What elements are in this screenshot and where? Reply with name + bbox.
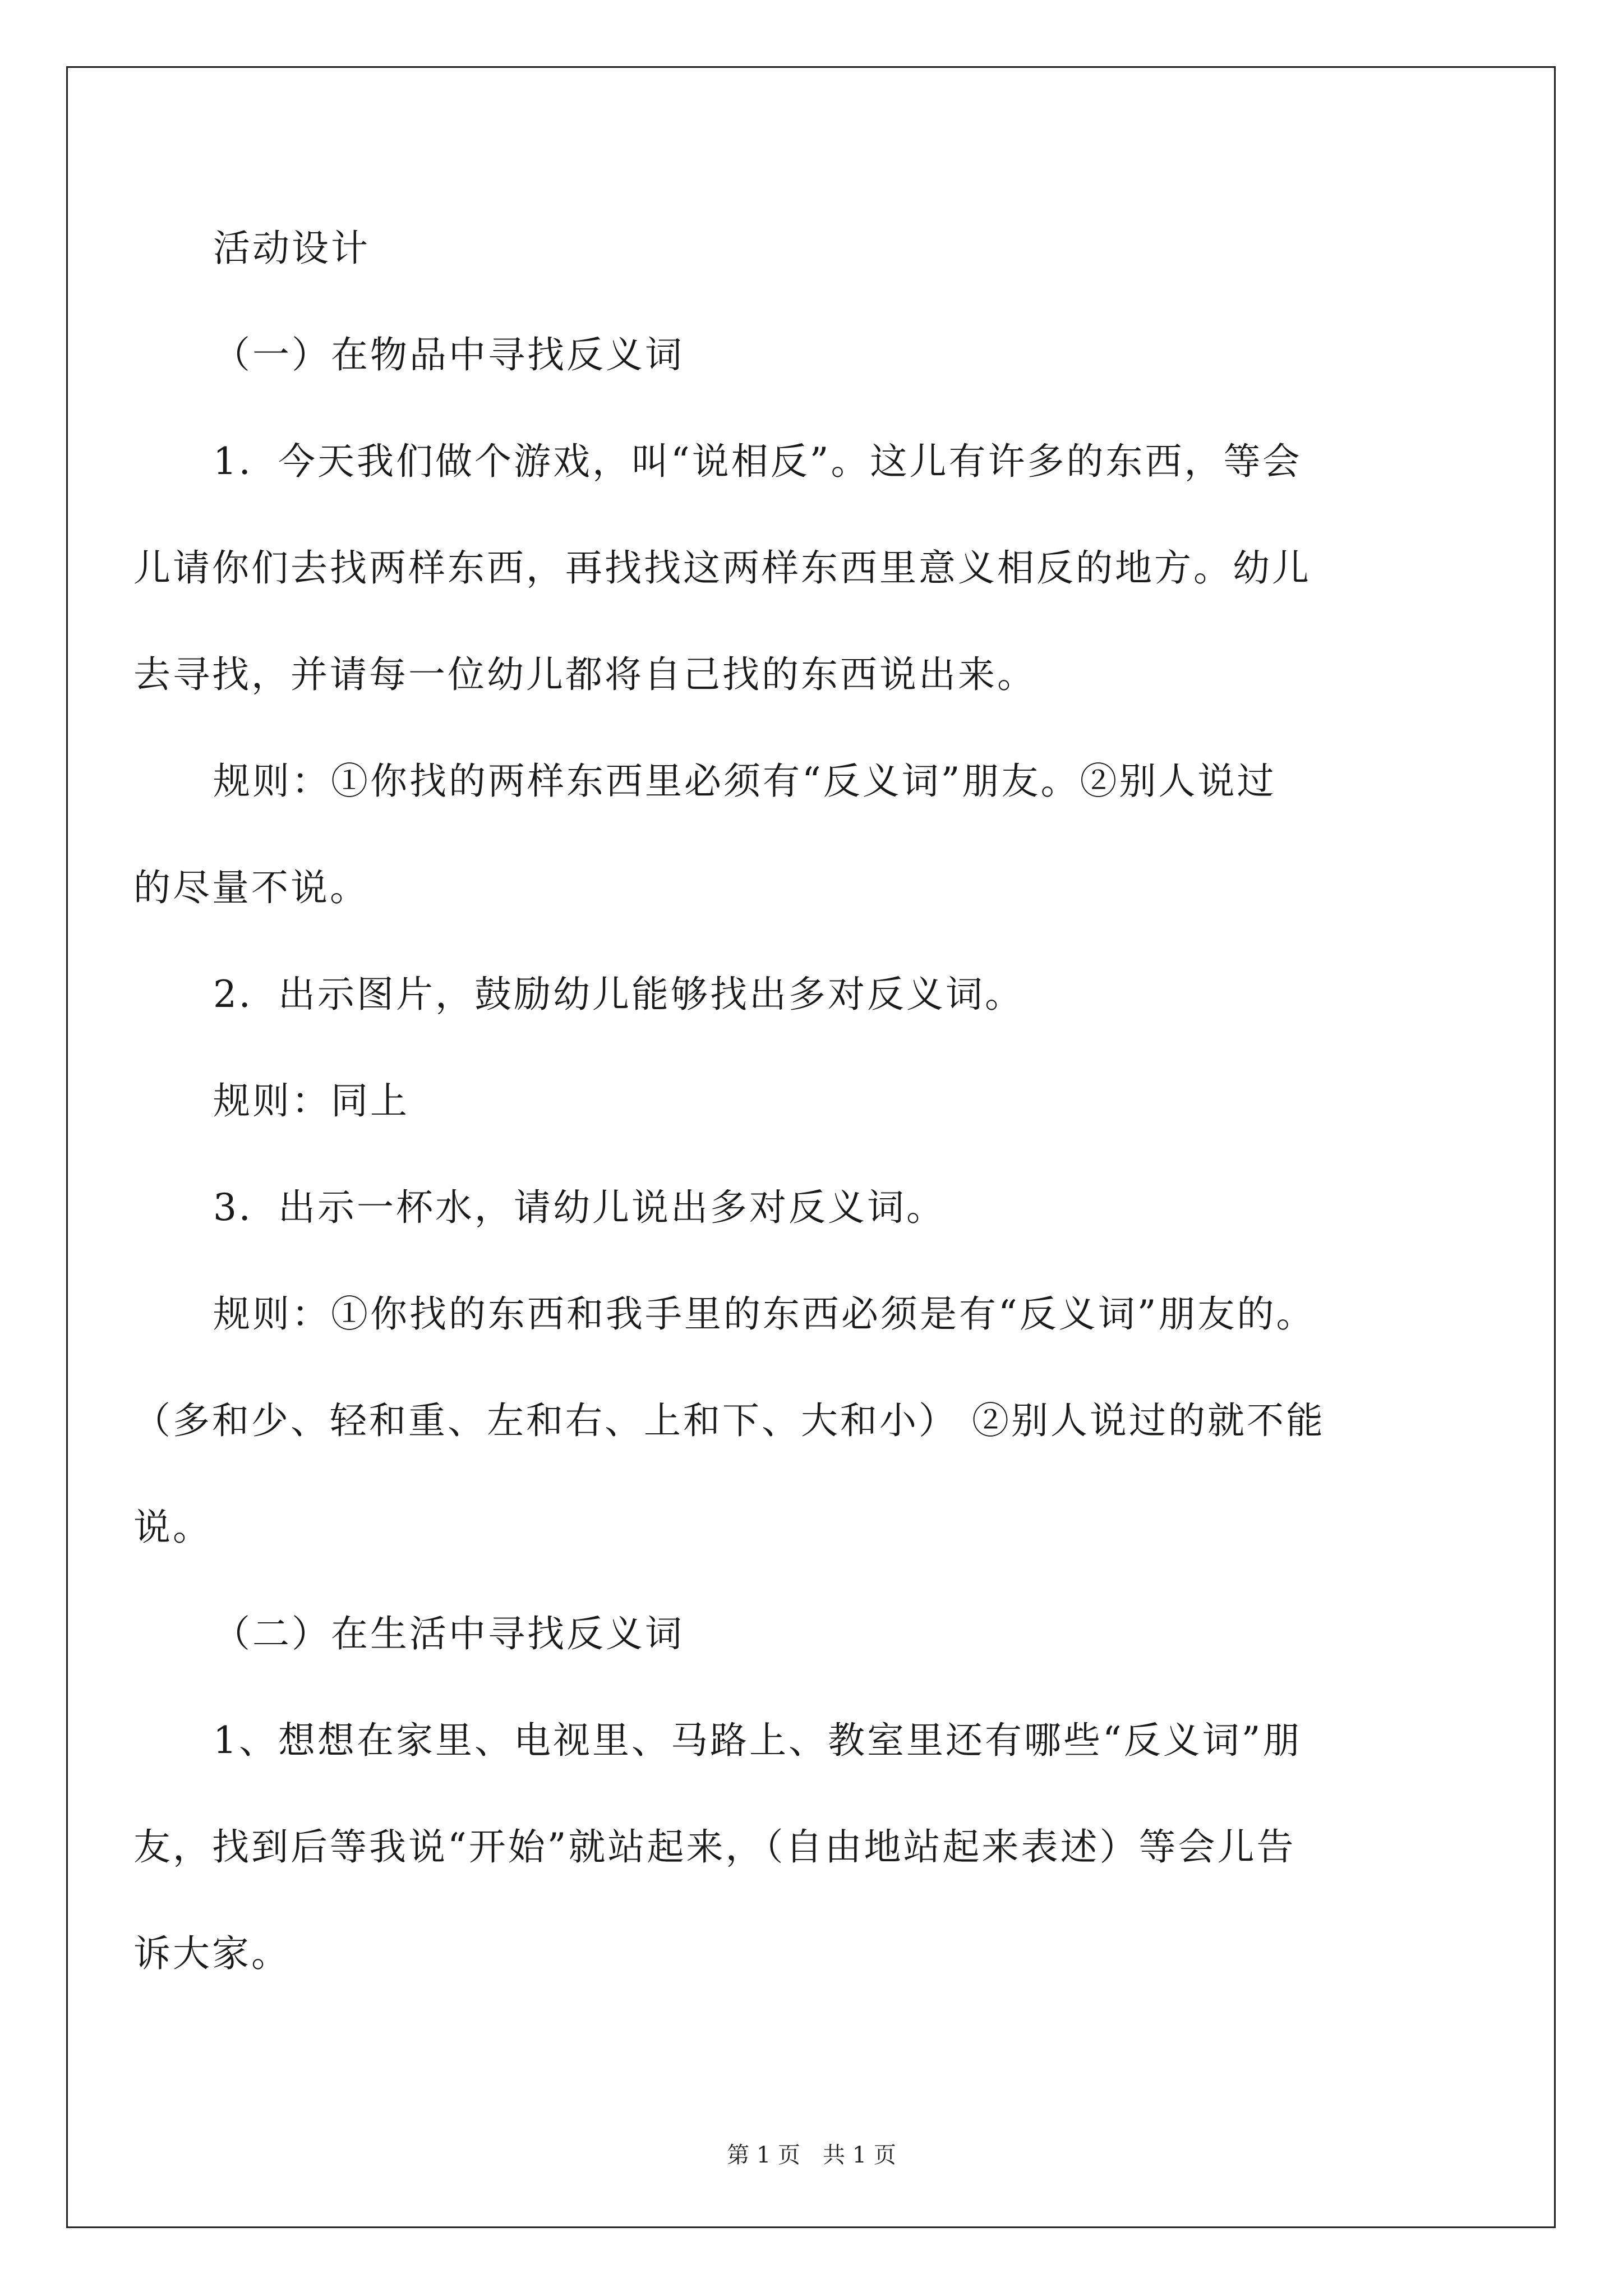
page-number-footer: 第 1 页 共 1 页 <box>727 2142 896 2168</box>
subsection-heading: （一）在物品中寻找反义词 <box>213 333 684 376</box>
paragraph-line: 规则：①你找的东西和我手里的东西必须是有“反义词”朋友的。 <box>213 1292 1316 1336</box>
paragraph-line: 1、想想在家里、电视里、马路上、教室里还有哪些“反义词”朋 <box>213 1719 1302 1762</box>
paragraph-line: 3．出示一杯水，请幼儿说出多对反义词。 <box>213 1186 946 1229</box>
paragraph-line: 规则：①你找的两样东西里必须有“反义词”朋友。②别人说过 <box>213 760 1276 803</box>
paragraph-line: 友，找到后等我说“开始”就站起来，（自由地站起来表述）等会儿告 <box>133 1825 1296 1869</box>
paragraph-line: 去寻找，并请每一位幼儿都将自己找的东西说出来。 <box>133 653 1036 696</box>
paragraph-line: 规则：同上 <box>213 1079 409 1122</box>
paragraph-line: 1．今天我们做个游戏，叫“说相反”。这儿有许多的东西，等会 <box>213 440 1302 483</box>
subsection-heading: （二）在生活中寻找反义词 <box>213 1612 684 1655</box>
paragraph-line: 儿请你们去找两样东西，再找找这两样东西里意义相反的地方。幼儿 <box>133 546 1311 590</box>
section-heading: 活动设计 <box>213 227 370 270</box>
paragraph-line: 的尽量不说。 <box>133 866 369 909</box>
paragraph-line: （多和少、轻和重、左和右、上和下、大和小） ②别人说过的就不能 <box>133 1399 1325 1442</box>
paragraph-line: 2．出示图片，鼓励幼儿能够找出多对反义词。 <box>213 973 1024 1016</box>
page-border <box>66 66 1556 2228</box>
paragraph-line: 诉大家。 <box>133 1932 291 1975</box>
paragraph-line: 说。 <box>133 1506 212 1549</box>
